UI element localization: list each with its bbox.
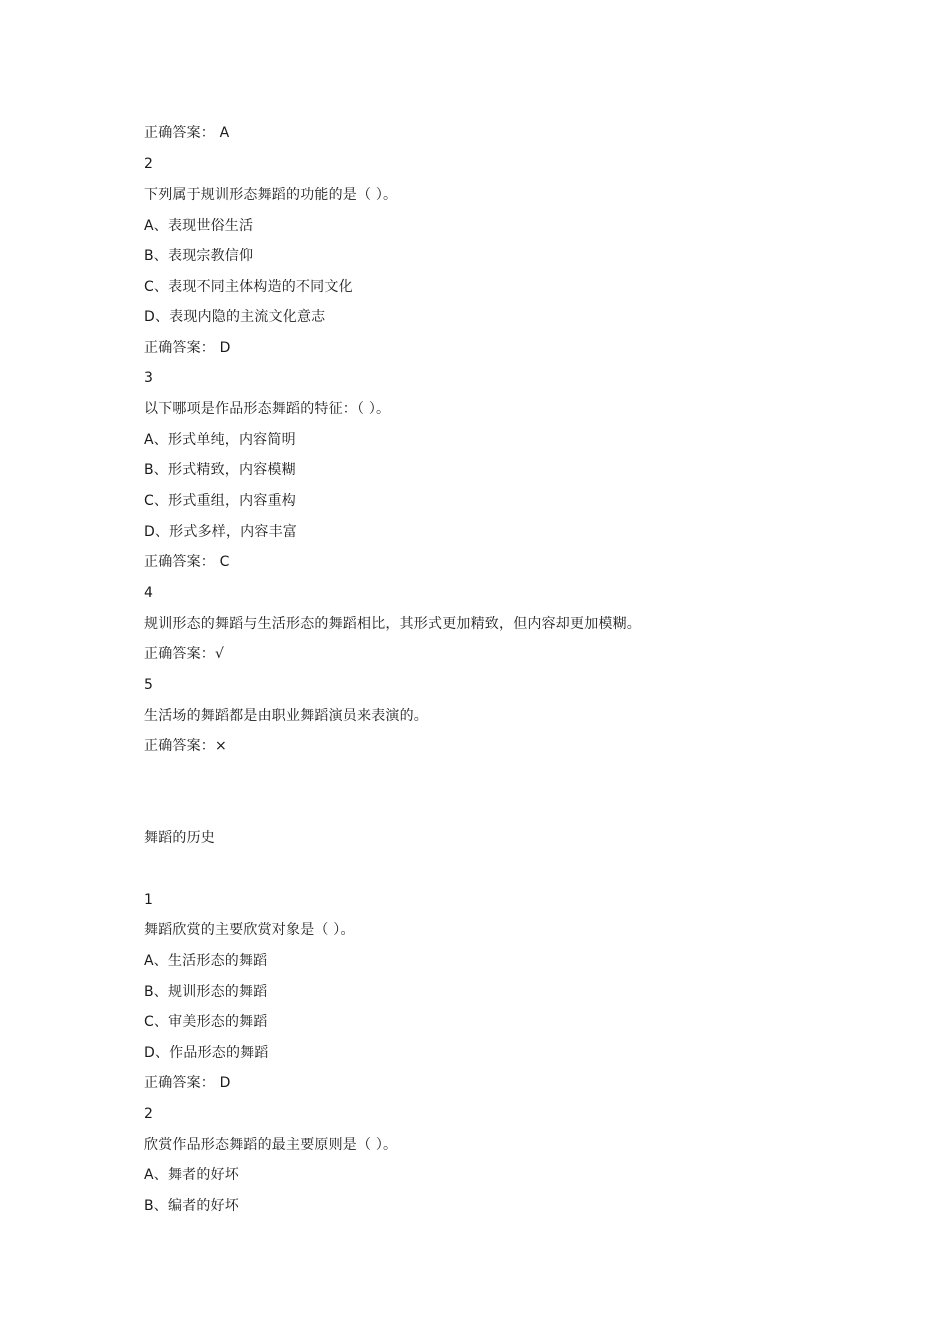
question-number: 1 — [144, 892, 154, 908]
answer-line: 正确答案： D — [144, 340, 231, 356]
question-text: 生活场的舞蹈都是由职业舞蹈演员来表演的。 — [144, 708, 428, 724]
answer-line: 正确答案：× — [144, 738, 227, 754]
option-c: C、表现不同主体构造的不同文化 — [144, 279, 353, 295]
question-text: 欣赏作品形态舞蹈的最主要原则是（ ）。 — [144, 1137, 398, 1153]
question-number: 4 — [144, 585, 154, 601]
question-text: 规训形态的舞蹈与生活形态的舞蹈相比，其形式更加精致，但内容却更加模糊。 — [144, 616, 641, 632]
question-text: 以下哪项是作品形态舞蹈的特征：（ ）。 — [144, 401, 391, 417]
question-text: 舞蹈欣赏的主要欣赏对象是（ ）。 — [144, 922, 355, 938]
option-a: A、生活形态的舞蹈 — [144, 953, 268, 969]
answer-line: 正确答案： D — [144, 1075, 231, 1091]
option-a: A、舞者的好坏 — [144, 1167, 239, 1183]
question-text: 下列属于规训形态舞蹈的功能的是（ ）。 — [144, 187, 398, 203]
option-c: C、审美形态的舞蹈 — [144, 1014, 268, 1030]
answer-line: 正确答案： C — [144, 554, 230, 570]
question-number: 3 — [144, 370, 154, 386]
question-number: 2 — [144, 1106, 154, 1122]
question-number: 5 — [144, 677, 154, 693]
option-b: B、编者的好坏 — [144, 1198, 240, 1214]
option-b: B、规训形态的舞蹈 — [144, 984, 268, 1000]
answer-line: 正确答案：√ — [144, 646, 225, 662]
answer-line: 正确答案： A — [144, 125, 230, 141]
option-c: C、形式重组，内容重构 — [144, 493, 296, 509]
question-number: 2 — [144, 156, 154, 172]
option-a: A、形式单纯，内容简明 — [144, 432, 296, 448]
option-d: D、作品形态的舞蹈 — [144, 1045, 269, 1061]
option-d: D、表现内隐的主流文化意志 — [144, 309, 326, 325]
option-a: A、表现世俗生活 — [144, 218, 254, 234]
section-heading: 舞蹈的历史 — [144, 830, 215, 846]
option-d: D、形式多样，内容丰富 — [144, 524, 297, 540]
option-b: B、形式精致，内容模糊 — [144, 462, 296, 478]
option-b: B、表现宗教信仰 — [144, 248, 254, 264]
